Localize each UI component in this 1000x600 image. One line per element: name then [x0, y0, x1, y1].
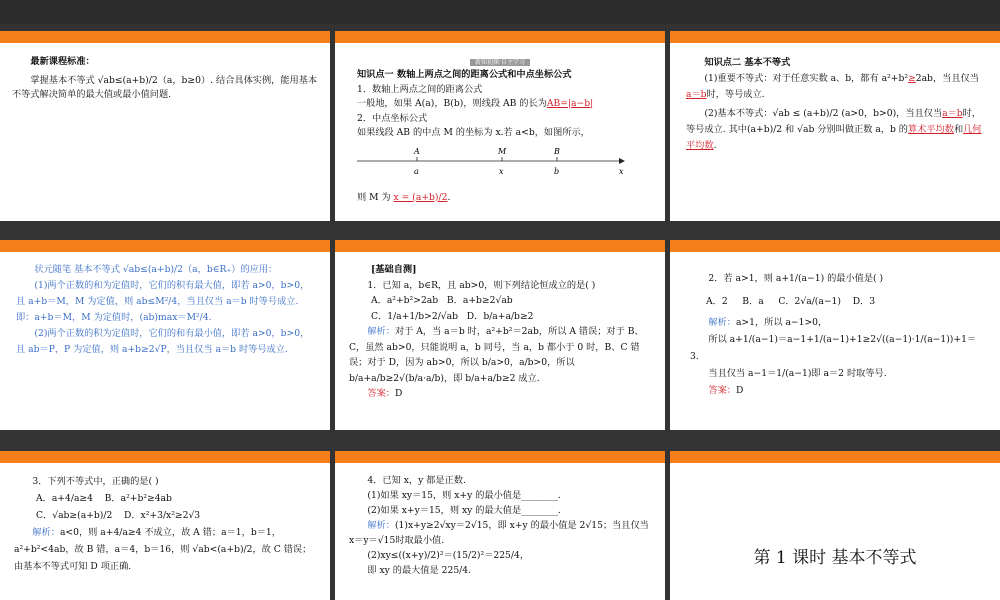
- option-a: A．a²+b²>2ab: [371, 295, 439, 306]
- slide-header-bar: [670, 240, 1000, 252]
- solution-text: 对于 A，当 a＝b 时，a²+b²＝2ab，所以 A 错误；对于 B、C，虽然 ab>0，只能说明 a，b 同号，当 a，b 都小于 0 时，B、C 错误；对于 D，因为 ab>0，所以 b/a>0，a/b>0，所以 b/a+a/b≥2√(b/a·a/b)，即 b/a+a/b≥2 成立.: [349, 326, 644, 384]
- axis-label: b: [554, 166, 560, 176]
- solution-line: (2)xy≤((x+y)/2)²＝(15/2)²＝225/4，: [367, 550, 530, 561]
- text-span: 时，等号成立.: [706, 89, 765, 100]
- slide-heading: 知识点一 数轴上两点之间的距离公式和中点坐标公式: [357, 69, 572, 80]
- slide-header-bar: [0, 451, 330, 463]
- text-line: 如果线段 AB 的中点 M 的坐标为 x.若 a<b，如图所示，: [357, 127, 590, 138]
- lesson-title: 第 1 课时 基本不等式: [753, 548, 917, 568]
- axis-label: a: [414, 166, 419, 176]
- answer-blank: ≥: [908, 73, 916, 84]
- solution-label: 解析：: [367, 520, 395, 531]
- answer-blank: 算术平均数: [908, 124, 954, 135]
- question-text: 2．若 a>1，则 a+1/(a−1) 的最小值是( ): [708, 273, 884, 284]
- answer-blank: x = (a+b)/2: [393, 191, 448, 203]
- text-span: 时，等号成立. 其中(a+b)/2 和 √ab 分别叫做正数 a，b 的: [686, 108, 982, 135]
- text-span: .: [713, 140, 717, 151]
- options-row: [349, 309, 651, 325]
- axis-label: x: [619, 166, 624, 176]
- number-line-diagram: [357, 143, 643, 189]
- question-part: (1)如果 xy＝15，则 x+y 的最小值是________.: [367, 490, 561, 501]
- text-span: 则 M 为: [357, 191, 391, 203]
- slide-header-bar: [335, 31, 665, 43]
- slide-heading: 知识点二 基本不等式: [704, 57, 791, 68]
- question-part: (2)如果 x+y＝15，则 xy 的最大值是________.: [367, 505, 561, 516]
- question-text: 3．下列不等式中，正确的是( ): [32, 476, 159, 487]
- option-c: C．1/a+1/b>2/√ab: [371, 310, 459, 322]
- solution-line: 当且仅当 a−1＝1/(a−1)即 a＝2 时取等号.: [708, 368, 887, 379]
- text-span: 2ab，当且仅当: [915, 73, 979, 84]
- slide-3[interactable]: [670, 31, 1000, 221]
- paragraph: [686, 106, 984, 154]
- axis-label: A: [414, 146, 420, 156]
- text-line: 1．数轴上两点之间的距离公式: [357, 83, 483, 95]
- answer-value: D: [394, 388, 403, 399]
- text-line: [357, 191, 643, 206]
- slide-header-bar: [670, 31, 1000, 43]
- slide-header-bar: [670, 451, 1000, 463]
- answer-blank: 几何平均数: [686, 124, 982, 151]
- text-line: 2．中点坐标公式: [357, 112, 428, 124]
- answer-row: [690, 382, 980, 399]
- slide-8[interactable]: [335, 451, 665, 600]
- option-a: A．2: [706, 296, 728, 307]
- question-text: 1．已知 a，b∈R，且 ab>0，则下列结论恒成立的是( ): [367, 279, 596, 291]
- solution: [349, 324, 651, 386]
- answer-value: D: [735, 385, 744, 396]
- text-span: (2)基本不等式：√ab ≤ (a+b)/2 (a>0，b>0)，当且仅当: [704, 108, 943, 119]
- text-line: [357, 97, 643, 112]
- solution-line: 所以 a+1/(a−1)＝a−1+1/(a−1)+1≥2√((a−1)·1/(a−1))+1＝3.: [690, 334, 977, 362]
- answer-row: [349, 386, 651, 402]
- option-a: A．a+4/a≥4: [36, 493, 93, 504]
- solution-text: (1)x+y≥2√xy＝2√15，即 x+y 的最小值是 2√15；当且仅当 x＝y＝√15时取最小值.: [349, 520, 649, 546]
- solution-line: 即 xy 的最大值是 225/4.: [367, 565, 472, 576]
- tip-heading: 状元随笔 基本不等式 √ab≤(a+b)/2（a，b∈R₊）的应用：: [34, 264, 278, 275]
- option-d: D．b/a+a/b≥2: [466, 310, 534, 322]
- paragraph: [686, 71, 984, 103]
- options-row: [690, 293, 980, 310]
- answer-label: 答案：: [708, 385, 736, 396]
- axis-label: x: [499, 166, 504, 176]
- solution-label: 解析：: [708, 317, 736, 328]
- option-d: D．3: [852, 296, 876, 307]
- option-c: C．√ab≥(a+b)/2: [36, 510, 113, 521]
- text-span: (1)重要不等式：对于任意实数 a、b，都有 a²+b²: [704, 73, 909, 84]
- solution-label: 解析：: [32, 527, 60, 538]
- slide-header-bar: [0, 31, 330, 43]
- slide-heading: [基础自测]: [371, 264, 417, 275]
- solution: [690, 314, 980, 331]
- option-b: B．a+b≥2√ab: [446, 295, 513, 306]
- slide-header-bar: [0, 240, 330, 252]
- option-d: D．x²+3/x²≥2√3: [123, 510, 201, 521]
- slide-1[interactable]: [0, 31, 330, 221]
- answer-blank: a＝b: [942, 108, 963, 119]
- question-text: 4．已知 x，y 都是正数.: [367, 475, 466, 486]
- tip-paragraph: (1)两个正数的和为定值时，它们的积有最大值，即若 a>0，b>0，且 a+b＝M，M 为定值，则 ab≤M²/4，当且仅当 a＝b 时等号成立. 即：a+b＝M，M 为定值时，(ab)max＝M²/4.: [16, 280, 310, 323]
- top-bar: [0, 0, 1000, 24]
- slide-header-bar: [335, 240, 665, 252]
- solution-text: a>1，所以 a−1>0，: [735, 317, 828, 328]
- axis-label: M: [498, 146, 507, 156]
- text-span: .: [447, 191, 451, 203]
- options-row: [349, 293, 651, 309]
- option-b: B．a: [742, 296, 764, 307]
- axis-label: B: [554, 146, 560, 156]
- option-c: C．2√a/(a−1): [778, 296, 841, 307]
- answer-blank: a＝b: [686, 89, 707, 100]
- slide-7[interactable]: [0, 451, 330, 600]
- answer-blank: AB=|a−b|: [546, 98, 594, 109]
- slide-9[interactable]: [670, 451, 1000, 600]
- slide-2[interactable]: [335, 31, 665, 221]
- text-span: 和: [953, 124, 964, 135]
- solution-text: a<0，则 a+4/a≥4 不成立，故 A 错；a＝1，b＝1，a²+b²<4ab，故 B 错，a＝4，b＝16，则 √ab<(a+b)/2，故 C 错误；由基本不等式可知 D 项正确.: [14, 527, 312, 572]
- slide-5[interactable]: [335, 240, 665, 430]
- tip-paragraph: (2)两个正数的积为定值时，它们的和有最小值，即若 a>0，b>0，且 ab＝P，P 为定值，则 a+b≥2√P，当且仅当 a＝b 时等号成立.: [16, 328, 310, 355]
- option-b: B．a²+b²≥4ab: [104, 493, 172, 504]
- slide-4[interactable]: [0, 240, 330, 430]
- slide-text: 掌握基本不等式 √ab≤(a+b)/2（a，b≥0）. 结合具体实例，能用基本不等式解决简单的最大值或最小值问题.: [12, 74, 318, 100]
- slide-header-bar: [335, 451, 665, 463]
- solution: [349, 518, 651, 548]
- solution-label: 解析：: [367, 326, 395, 337]
- options-row: [14, 490, 316, 507]
- answer-label: 答案：: [367, 388, 395, 399]
- options-row: [14, 507, 316, 524]
- slide-heading: 最新课程标准：: [30, 56, 95, 67]
- section-banner: 新知初探·自主学习: [470, 59, 530, 66]
- text-span: 一般地，如果 A(a)，B(b)，则线段 AB 的长为: [357, 98, 547, 109]
- solution: [14, 524, 316, 575]
- slide-6[interactable]: [670, 240, 1000, 430]
